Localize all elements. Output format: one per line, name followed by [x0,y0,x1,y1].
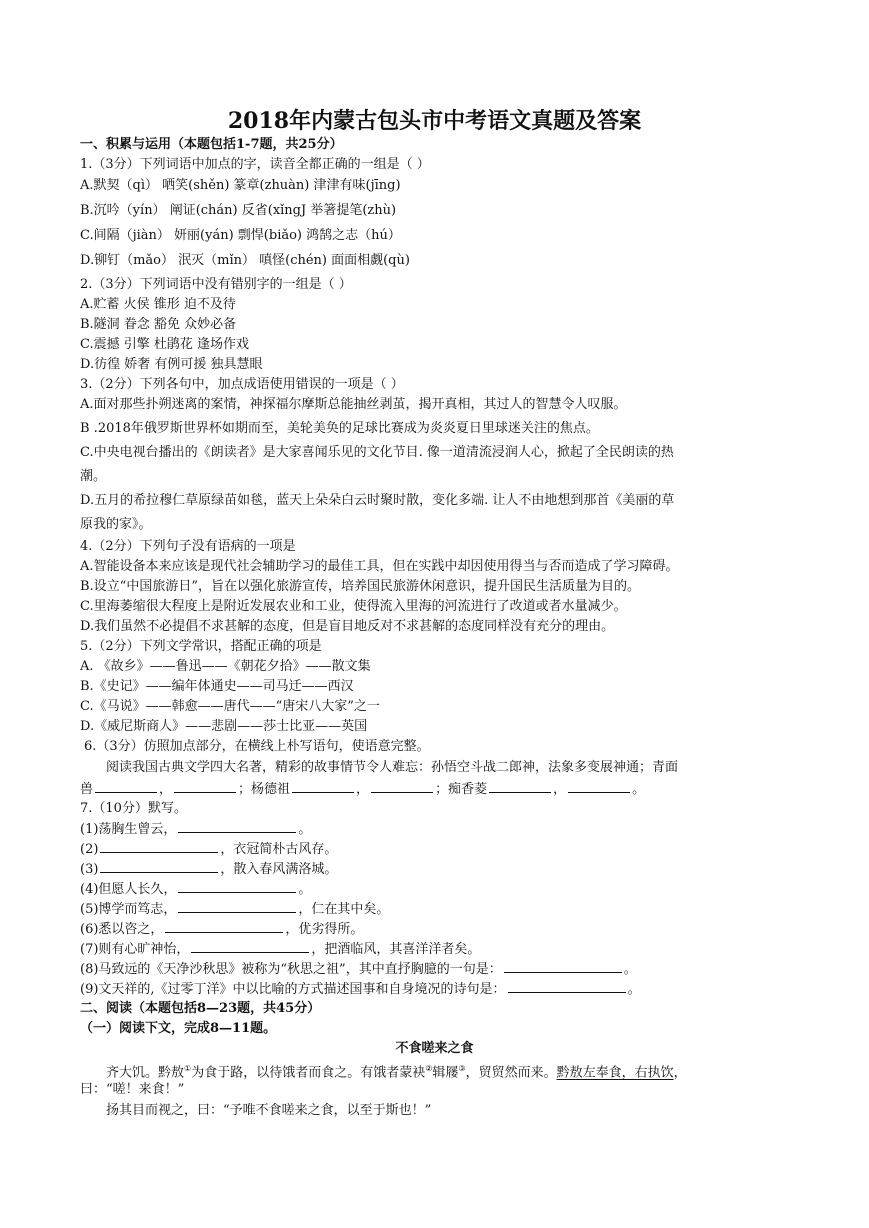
section2-heading: 二、阅读（本题包括8—23题，共45分） [80,1001,321,1016]
q1-option-d: D.铆钉（mǎo） 泯灭（mǐn） 嗔怪(chén) 面面相觑(qù) [80,253,410,268]
section1-heading: 一、积累与运用（本题包括1-7题，共25分） [80,137,343,152]
q6-stem: 6.（3分）仿照加点部分，在横线上朴写语句，使语意完整。 [84,739,430,754]
q4-stem: 4.（2分）下列句子没有语病的一项是 [80,539,296,554]
q5-stem: 5.（2分）下列文学常识，搭配正确的项是 [80,639,322,654]
q6-separator: ， [159,782,173,797]
q7-line-4: (4)但愿人长久， 。 [80,882,312,897]
q7-line-7: (7)则有心旷神怡， ，把酒临风，其喜洋洋者矣。 [80,942,481,957]
q6-blank-2[interactable] [174,780,236,793]
q7-blank-2[interactable] [100,840,218,853]
q7-blank-9[interactable] [508,980,626,993]
q2-stem: 2.（3分）下列词语中没有错别字的一组是（ ） [80,277,352,292]
q6-text-mid1: ；杨德祖 [238,782,291,797]
q7-line-9: (9)文天祥的,《过零丁洋》中以比喻的方式描述国事和自身境况的诗句是： 。 [80,982,641,997]
note-1: ① [184,1064,192,1073]
q1-option-c: C.间隔（jiàn） 妍丽(yán) 剽悍(biǎo) 鸿鹄之志（hú） [80,228,401,243]
q7-blank-7[interactable] [191,940,309,953]
q3-option-a: A.面对那些扑朔迷离的案情，神探福尔摩斯总能抽丝剥茧，揭开真相，其过人的智慧令人叹服。 [80,397,627,412]
q6-passage-line1: 阅读我国古典文学四大名著，精彩的故事情节令人难忘：孙悟空斗战二郎神，法象多变展神通；青面 [106,760,679,775]
note-3: ③ [458,1064,466,1073]
q4-option-b: B.设立“中国旅游日”，旨在以强化旅游宣传，培养国民旅游休闲意识，提升国民生活质量为目的。 [80,579,640,594]
q7-blank-1[interactable] [178,820,296,833]
passage-line-2: 曰：“嗟！来食！” [80,1082,185,1097]
q1-option-b: B.沉吟（yín） 阐证(chán) 反省(xǐngJ 举箸提笔(zhù) [80,203,397,218]
q3-option-c-line2: 潮。 [80,469,107,484]
q4-option-a: A.智能设备本来应该是现代社会辅助学习的最佳工具，但在实践中却因使用得当与否而造成了学习障碍。 [80,559,679,574]
q6-blank-6[interactable] [568,780,630,793]
q6-blank-4[interactable] [371,780,433,793]
q3-stem: 3.（2分）下列各句中，加点成语使用错误的一项是（ ） [80,377,404,392]
q7-blank-6[interactable] [165,920,283,933]
q7-blank-3[interactable] [100,860,218,873]
document-title: 2018年内蒙古包头市中考语文真题及答案 [227,108,642,134]
q7-line-3: (3) ，散入春风满洛城。 [80,862,338,877]
q6-passage-line2: 兽 ， ；杨德祖 ， ；痴香菱 ， 。 [80,782,646,797]
passage-line-1: 齐大饥。黔敖①为食于路，以待饿者而食之。有饿者蒙袂②辑屦③，贸贸然而来。黔敖左奉食，右执饮， [106,1064,687,1081]
q2-option-d: D.彷徨 娇奢 有例可援 独具慧眼 [80,357,263,372]
q5-option-b: B.《史记》——编年体通史——司马迁——西汉 [80,679,354,694]
q3-option-b: B .2018年俄罗斯世界杯如期而至，美轮美奂的足球比赛成为炎炎夏日里球迷关注的焦点。 [80,421,599,436]
q6-blank-1[interactable] [95,780,157,793]
q1-stem: 1.（3分）下列词语中加点的字，读音全都正确的一组是（ ） [80,157,430,172]
q1-option-a: A.默契（qì） 哂笑(shěn) 篆章(zhuàn) 津津有味(jīng) [80,178,401,193]
q7-line-8: (8)马致远的《天净沙秋思》被称为“秋思之祖”，其中直抒胸臆的一句是： 。 [80,962,637,977]
q2-option-a: A.贮蓄 火侯 锥形 迫不及待 [80,297,236,312]
q4-option-c: C.里海萎缩很大程度上是附近发展农业和工业，使得流入里海的河流进行了改道或者水量减少。 [80,599,627,614]
passage-line-3: 扬其目而视之，曰：“予唯不食嗟来之食，以至于斯也！” [106,1103,432,1118]
q5-option-d: D.《威尼斯商人》——悲剧——莎士比亚——英国 [80,719,368,734]
q7-blank-5[interactable] [178,900,296,913]
q7-blank-8[interactable] [504,960,622,973]
note-2: ② [425,1064,433,1073]
q6-blank-3[interactable] [292,780,354,793]
q7-blank-4[interactable] [178,880,296,893]
q7-line-5: (5)博学而笃志， ，仁在其中矣。 [80,902,390,917]
section2-sub1: （一）阅读下文，完成8—11题。 [80,1021,277,1036]
q6-text-mid2: ；痴香菱 [435,782,488,797]
q7-line-1: (1)荡胸生曾云， 。 [80,822,312,837]
q2-option-c: C.震撼 引擎 杜鹃花 逢场作戏 [80,337,250,352]
q7-line-2: (2) ，衣冠简朴古风存。 [80,842,338,857]
q6-text-start: 兽 [80,782,94,797]
q6-blank-5[interactable] [489,780,551,793]
passage-title: 不食嗟来之食 [395,1041,474,1056]
q7-stem: 7.（10分）默写。 [80,801,187,816]
q5-option-c: C.《马说》——韩愈——唐代——“唐宋八大家”之一 [80,699,380,714]
q7-line-6: (6)悉以咨之， ，优劣得所。 [80,922,364,937]
q2-option-b: B.隧洞 眷念 豁免 众妙必备 [80,317,237,332]
q3-option-d-line1: D.五月的希拉穆仁草原绿苗如毯，蓝天上朵朵白云时聚时散，变化多端. 让人不由地想到那首《美丽的草 [80,493,675,508]
underlined-sentence: 黔敖左奉食，右执饮 [556,1065,674,1081]
q3-option-d-line2: 原我的家》。 [80,517,152,532]
q3-option-c-line1: C.中央电视台播出的《朗读者》是大家喜闻乐见的文化节目. 像一道清流浸润人心，掀起了全民朗读的热 [80,445,674,460]
q5-option-a: A. 《故乡》——鲁迅——《朝花夕拾》——散文集 [80,659,371,674]
q6-text-end: 。 [632,782,646,797]
q4-option-d: D.我们虽然不必提倡不求甚解的态度，但是盲目地反对不求甚解的态度同样没有充分的理由。 [80,619,615,634]
